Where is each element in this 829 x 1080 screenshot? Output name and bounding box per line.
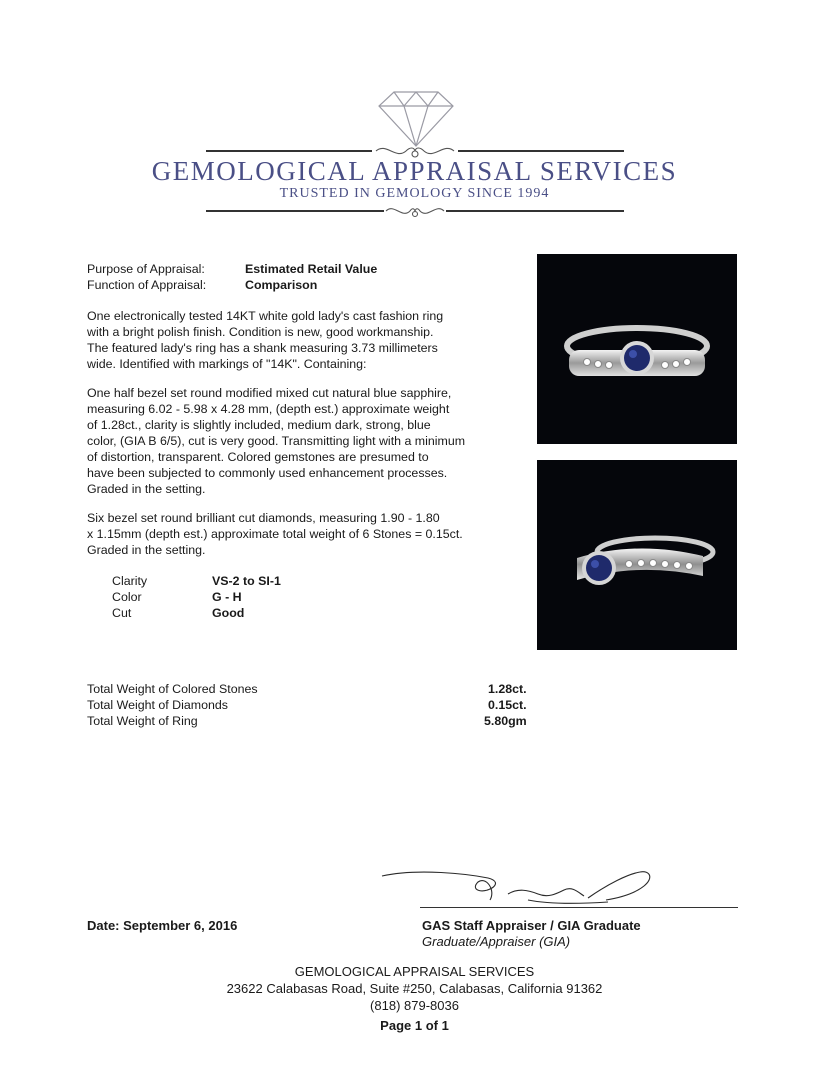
total-value-ring: 5.80gm — [484, 714, 527, 728]
purpose-label: Purpose of Appraisal: — [87, 262, 205, 276]
text-line: One electronically tested 14KT white gold lady's cast fashion ring — [87, 309, 444, 323]
ring-image — [537, 254, 737, 444]
appraiser-title: GAS Staff Appraiser / GIA Graduate — [422, 918, 641, 933]
signature-line — [420, 907, 738, 908]
grading-label-clarity: Clarity — [112, 574, 148, 588]
grading-value-cut: Good — [212, 606, 245, 620]
text-line: measuring 6.02 - 5.98 x 4.28 mm, (depth est.) approximate weight — [87, 402, 450, 416]
grading-value-clarity: VS-2 to SI-1 — [212, 574, 281, 588]
appraiser-subtitle: Graduate/Appraiser (GIA) — [422, 934, 571, 949]
text-line: x 1.15mm (depth est.) approximate total weight of 6 Stones = 0.15ct. — [87, 527, 463, 541]
header-rule-top-right — [458, 150, 624, 152]
description-paragraph-1 — [87, 308, 443, 372]
footer-phone: (818) 879-8036 — [370, 998, 459, 1013]
signature-scribble — [378, 864, 678, 910]
text-line: have been subjected to commonly used enhancement processes. — [87, 466, 448, 480]
purpose-value: Estimated Retail Value — [245, 262, 378, 276]
function-label: Function of Appraisal: — [87, 278, 207, 292]
footer-company: GEMOLOGICAL APPRAISAL SERVICES — [294, 964, 535, 979]
total-value-colored-stones: 1.28ct. — [488, 682, 527, 696]
grading-label-color: Color — [112, 590, 142, 604]
grading-label-cut: Cut — [112, 606, 132, 620]
function-value: Comparison — [245, 278, 318, 292]
text-line: wide. Identified with markings of "14K". Containing: — [87, 357, 367, 371]
text-line: Graded in the setting. — [87, 482, 206, 496]
total-label-ring: Total Weight of Ring — [87, 714, 198, 728]
text-line: of distortion, transparent. Colored gemstones are presumed to — [87, 450, 429, 464]
ring-photo-angle — [537, 460, 737, 650]
description-paragraph-3 — [87, 510, 463, 558]
header-rule-bottom-left — [206, 210, 384, 212]
ring-photo-front — [537, 254, 737, 444]
flourish-ornament-icon — [384, 200, 446, 222]
total-value-diamonds: 0.15ct. — [488, 698, 527, 712]
text-line: of 1.28ct., clarity is slightly included, medium dark, strong, blue — [87, 418, 431, 432]
text-line: The featured lady's ring has a shank measuring 3.73 millimeters — [87, 341, 438, 355]
header-rule-top-left — [206, 150, 372, 152]
footer-address: 23622 Calabasas Road, Suite #250, Calabasas, California 91362 — [226, 981, 603, 996]
total-label-diamonds: Total Weight of Diamonds — [87, 698, 228, 712]
company-tagline: TRUSTED IN GEMOLOGY SINCE 1994 — [279, 186, 550, 201]
diamond-icon — [376, 88, 456, 148]
ring-image — [537, 460, 737, 650]
total-label-colored-stones: Total Weight of Colored Stones — [87, 682, 258, 696]
company-name: GEMOLOGICAL APPRAISAL SERVICES — [151, 156, 678, 186]
text-line: Graded in the setting. — [87, 543, 206, 557]
text-line: One half bezel set round modified mixed cut natural blue sapphire, — [87, 386, 452, 400]
text-line: with a bright polish finish. Condition is new, good workmanship. — [87, 325, 434, 339]
grading-value-color: G - H — [212, 590, 242, 604]
description-paragraph-2 — [87, 385, 465, 497]
appraisal-date: Date: September 6, 2016 — [87, 918, 238, 933]
text-line: color, (GIA B 6/5), cut is very good. Transmitting light with a minimum — [87, 434, 466, 448]
page-number: Page 1 of 1 — [380, 1018, 449, 1033]
text-line: Six bezel set round brilliant cut diamonds, measuring 1.90 - 1.80 — [87, 511, 440, 525]
header-rule-bottom-right — [446, 210, 624, 212]
